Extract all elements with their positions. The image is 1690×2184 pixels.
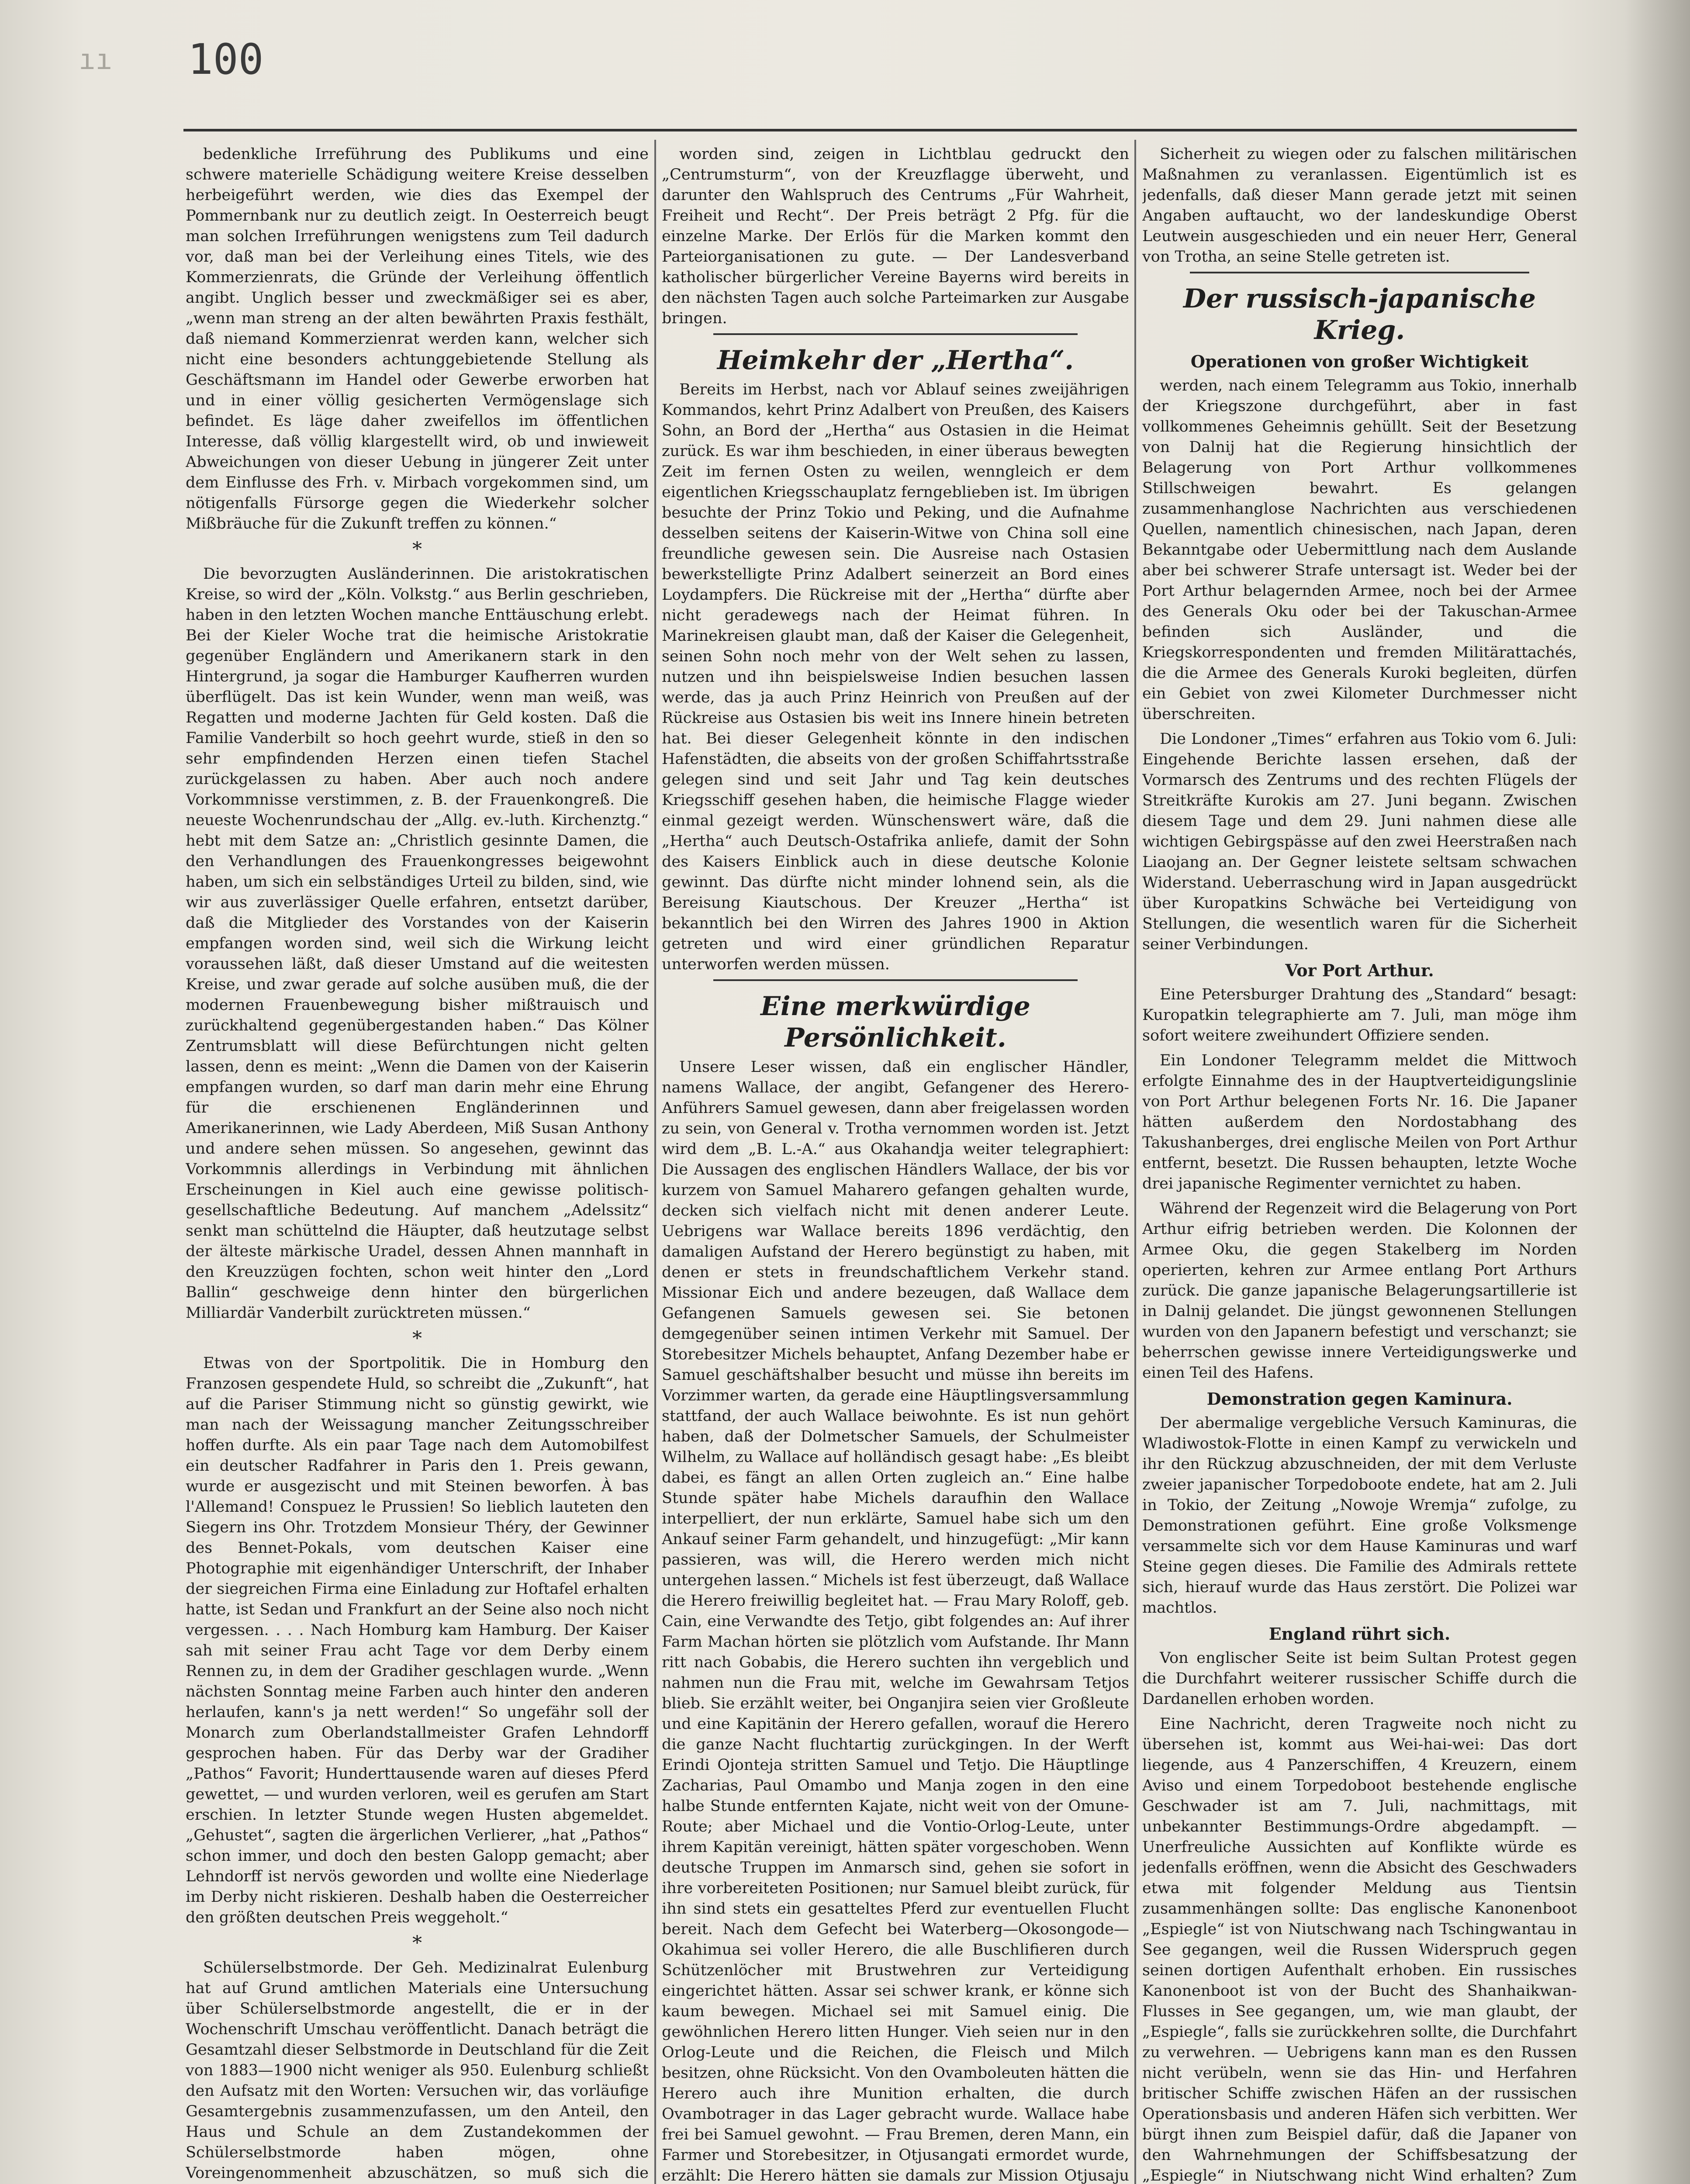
- article-paragraph: Die Londoner „Times“ erfahren aus Tokio vom 6. Juli: Eingehende Berichte lassen ersehen, daß der Vormarsch des Zentrums und des rechten Flügels der Streitkräfte Kurokis am 27. Juni begann. Zwischen diesem Tage und dem 29. Juni nahmen diese alle wichtigen Gebirgspässe auf den zwei Heerstraßen nach Liaojang an. Der Gegner leistete seltsam schwachen Widerstand. Ueberraschung wird in Japan ausgedrückt über Kuropatkins Schwäche bei Verteidigung von Stellungen, die wesentlich waren für die Sicherheit seiner Verbindungen.: [1142, 730, 1577, 953]
- article-paragraph: Bereits im Herbst, nach vor Ablauf seines zweijährigen Kommandos, kehrt Prinz Adalbert von Preußen, des Kaisers Sohn, an Bord der „Hertha“ aus Ostasien in die Heimat zurück. Es war ihm beschieden, in einer überaus bewegten Zeit im fernen Osten zu weilen, wenngleich er dem eigentlichen Kriegsschauplatz ferngeblieben ist. Im übrigen besuchte der Prinz Tokio und Peking, und die Aufnahme desselben seitens der Kaiserin-Witwe von China soll eine freundliche gewesen sein. Die Ausreise nach Ostasien bewerkstelligte Prinz Adalbert seinerzeit an Bord eines Loydampfers. Die Rückreise mit der „Hertha“ dürfte aber nicht geradewegs nach der Heimat führen. In Marinekreisen glaubt man, daß der Kaiser die Gelegenheit, seinen Sohn noch mehr von der Welt sehen zu lassen, nutzen und ihn beispielsweise Indien besuchen lassen werde, das ja auch Prinz Heinrich von Preußen auf der Rückreise aus Ostasien bis weit ins Innere hinein betreten hat. Bei dieser Gelegenheit könnte in den indischen Hafenstädten, die abseits von der großen Schiffahrtsstraße gelegen sind und seit Jahr und Tag kein deutsches Kriegsschiff gesehen haben, die heimische Flagge wieder einmal gezeigt werden. Wünschenswert wäre, daß die „Hertha“ auch Deutsch-Ostafrika anliefe, damit der Sohn des Kaisers Einblick auch in diese deutsche Kolonie gewinnt. Das dürfte nicht minder lohnend sein, als die Bereisung Kiautschous. Der Kreuzer „Hertha“ ist bekanntlich bei den Wirren des Jahres 1900 in Aktion getreten und wird einer gründlichen Reparatur unterworfen werden müssen.: [662, 381, 1129, 973]
- page-number: 100: [188, 35, 264, 84]
- article-paragraph: bedenkliche Irreführung des Publikums und eine schwere materielle Schädigung weitere Kreise desselben herbeigeführt werden, wie dies das Exempel der Pommernbank nur zu deutlich zeigt. In Oesterreich beugt man solchen Irreführungen wenigstens zum Teil dadurch vor, daß man bei der Verleihung eines Titels, wie des Kommerzienrats, die Gründe der Verleihung öffentlich angibt. Unglich besser und zweckmäßiger sei es aber, „wenn man streng an der alten bewährten Praxis festhält, daß niemand Kommerzienrat werden kann, welcher sich nicht eine besonders achtunggebietende Stellung als Geschäftsmann im Handel oder Gewerbe erworben hat und in einer völlig gesicherten Vermögenslage sich befindet. Es läge daher zweifellos im öffentlichen Interesse, daß völlig klargestellt wird, ob und inwieweit Abweichungen von dieser Uebung in jüngerer Zeit unter dem Einflusse des Frh. v. Mirbach vorgekommen sind, um nötigenfalls Fürsorge gegen die Wiederkehr solcher Mißbräuche für die Zukunft treffen zu können.“: [186, 145, 649, 532]
- asterisk-separator: *: [412, 1932, 422, 1954]
- column-left: [186, 144, 649, 2184]
- article-headline: Der russisch-japanische Krieg.: [1183, 283, 1536, 346]
- article-paragraph: werden, nach einem Telegramm aus Tokio, innerhalb der Kriegszone durchgeführt, aber in fast vollkommenes Geheimnis gehüllt. Seit der Besetzung von Dalnij hat die Regierung hinsichtlich der Belagerung von Port Arthur vollkommenes Stillschweigen bewahrt. Es gelangen zusammenhanglose Nachrichten aus verschiedenen Quellen, namentlich chinesischen, nach Japan, deren Bekanntgabe oder Uebermittlung nach dem Auslande aber bei schwerer Strafe untersagt ist. Weder bei der Port Arthur belagernden Armee, noch bei der Armee des Generals Oku oder bei der Takuschan-Armee befinden sich Ausländer, und die Kriegskorrespondenten und fremden Militärattachés, die die Armee des Generals Kuroki begleiten, dürfen ein Gebiet von zwei Kilometer Durchmesser nicht überschreiten.: [1142, 377, 1577, 723]
- article-paragraph: Eine Petersburger Drahtung des „Standard“ besagt: Kuropatkin telegraphierte am 7. Juli, man möge ihm sofort weitere zweihundert Offiziere senden.: [1142, 986, 1577, 1044]
- article-paragraph: Von englischer Seite ist beim Sultan Protest gegen die Durchfahrt weiterer russischer Schiffe durch die Dardanellen erhoben worden.: [1142, 1649, 1577, 1708]
- article-paragraph: Während der Regenzeit wird die Belagerung von Port Arthur eifrig betrieben werden. Die Kolonnen der Armee Oku, die gegen Stakelberg im Norden operierten, kehren zur Armee entlang Port Arthurs zurück. Die ganze japanische Belagerungsartillerie ist in Dalnij gelandet. Die jüngst gewonnenen Stellungen wurden von den Japanern befestigt und verschanzt; sie beherrschen gewisse innere Verteidigungswerke und einen Teil des Hafens.: [1142, 1200, 1577, 1382]
- column-divider: [1134, 140, 1136, 2184]
- faint-page-mark: ıı: [79, 44, 113, 76]
- article-paragraph: Etwas von der Sportpolitik. Die in Homburg den Franzosen gespendete Huld, so schreibt die „Zukunft“, hat auf die Pariser Stimmung nicht so günstig gewirkt, wie man nach der Weissagung mancher Zeitungsschreiber hoffen durfte. Als ein paar Tage nach dem Automobilfest ein deutscher Radfahrer in Paris den 1. Preis gewann, wurde er ausgezischt und mit Steinen beworfen. À bas l'Allemand! Conspuez le Prussien! So lieblich lauteten den Siegern ins Ohr. Trotzdem Monsieur Théry, der Gewinner des Bennet-Pokals, vom deutschen Kaiser eine Photographie mit eigenhändiger Unterschrift, der Inhaber der siegreichen Firma eine Einladung zur Hoftafel erhalten hatte, ist Sedan und Frankfurt an der Seine also noch nicht vergessen. . . . Nach Homburg kam Hamburg. Der Kaiser sah mit seiner Frau acht Tage vor dem Derby einem Rennen zu, in dem der Gradiher geschlagen wurde. „Wenn nächsten Sonntag meine Farben auch hinter den anderen herlaufen, kann's ja nett werden!“ So ungefähr soll der Monarch zum Oberlandstallmeister Grafen Lehndorff gesprochen haben. Für das Derby war der Gradiher „Pathos“ Favorit; Hunderttausende waren auf dieses Pferd gewettet, — und wurden verloren, weil es gerufen am Start erschien. In letzter Stunde wegen Husten abgemeldet. „Gehustet“, sagten die ärgerlichen Verlierer, „hat „Pathos“ schon immer, und doch den besten Galopp gemacht; aber Lehndorff ist nervös geworden und wollte eine Niederlage im Derby nicht riskieren. Deshalb haben die Oesterreicher den größten deutschen Preis weggeholt.“: [186, 1355, 649, 1926]
- headline-rule: [713, 333, 1078, 335]
- headline-rule: [713, 979, 1078, 981]
- article-paragraph: worden sind, zeigen in Lichtblau gedruckt den „Centrumsturm“, von der Kreuzflagge überweht, und darunter den Wahlspruch des Centrums „Für Wahrheit, Freiheit und Recht“. Der Preis beträgt 2 Pfg. für die einzelne Marke. Der Erlös für die Marken kommt den Parteiorganisationen zu gute. — Der Landesverband katholischer bürgerlicher Vereine Bayerns wird bereits in den nächsten Tagen auch solche Parteimarken zur Ausgabe bringen.: [662, 145, 1129, 327]
- article-paragraph: Der abermalige vergebliche Versuch Kaminuras, die Wladiwostok-Flotte in einen Kampf zu verwickeln und ihr den Rückzug abzuschneiden, der mit dem Verluste zweier japanischer Torpedoboote endete, hat am 2. Juli in Tokio, der Zeitung „Nowoje Wremja“ zufolge, zu Demonstrationen geführt. Eine große Volksmenge versammelte sich vor dem Hause Kaminuras und warf Steine gegen dieses. Die Familie des Admirals rettete sich, hierauf wurde das Haus zerstört. Die Polizei war machtlos.: [1142, 1414, 1577, 1617]
- article-paragraph: Sicherheit zu wiegen oder zu falschen militärischen Maßnahmen zu veranlassen. Eigentümlich ist es jedenfalls, daß dieser Mann gerade jetzt mit seinen Angaben auftaucht, wo der landeskundige Oberst Leutwein ausgeschieden und ein neuer Herr, General von Trotha, an seine Stelle getreten ist.: [1142, 145, 1577, 266]
- article-subheading: Demonstration gegen Kaminura.: [1206, 1389, 1513, 1409]
- article-subheading: Operationen von großer Wichtigkeit: [1190, 352, 1529, 371]
- asterisk-separator: *: [412, 538, 422, 560]
- article-subheading: Vor Port Arthur.: [1285, 961, 1434, 980]
- article-paragraph: Ein Londoner Telegramm meldet die Mittwoch erfolgte Einnahme des in der Hauptverteidigungslinie von Port Arthur belegenen Forts Nr. 16. Die Japaner hätten außerdem den Nordostabhang des Takushanberges, drei englische Meilen von Port Arthur entfernt, besetzt. Die Russen behaupten, letzte Woche drei japanische Regimenter vernichtet zu haben.: [1142, 1052, 1577, 1192]
- article-paragraph: Schülerselbstmorde. Der Geh. Medizinalrat Eulenburg hat auf Grund amtlichen Materials eine Untersuchung über Schülerselbstmorde angestellt, die er in der Wochenschrift Umschau veröffentlicht. Danach beträgt die Gesamtzahl dieser Selbstmorde in Deutschland für die Zeit von 1883—1900 nicht weniger als 950. Eulenburg schließt den Aufsatz mit den Worten: Versuchen wir, das vorläufige Gesamtergebnis zusammenzufassen, um den Anteil, den Haus und Schule an dem Zustandekommen der Schülerselbstmorde haben mögen, ohne Voreingenommenheit abzuschätzen, so muß sich die: [186, 1959, 649, 2182]
- article-subheading: England rührt sich.: [1268, 1624, 1451, 1644]
- asterisk-separator: *: [412, 1327, 422, 1350]
- article-paragraph: Die bevorzugten Ausländerinnen. Die aristokratischen Kreise, so wird der „Köln. Volkstg.“ aus Berlin geschrieben, haben in den letzten Wochen manche Enttäuschung erlebt. Bei der Kieler Woche trat die heimische Aristokratie gegenüber Engländern und Amerikanern stark in den Hintergrund, ja sogar die Hamburger Kaufherren wurden überflügelt. Das ist kein Wunder, wenn man weiß, was Regatten und moderne Jachten für Geld kosten. Daß die Familie Vanderbilt so hoch geehrt wurde, stieß in den so sehr empfindenden Herzen einen tiefen Stachel zurückgelassen zu haben. Aber auch noch andere Vorkommnisse verstimmen, z. B. der Frauenkongreß. Die neueste Wochenrundschau der „Allg. ev.-luth. Kirchenztg.“ hebt mit dem Satze an: „Christlich gesinnte Damen, die den Verhandlungen des Frauenkongresses beigewohnt haben, um sich ein selbständiges Urteil zu bilden, sind, wie wir aus zuverlässiger Quelle erfahren, entsetzt darüber, daß die Mitglieder des Vorstandes von der Kaiserin empfangen worden sind, weil sich die Wirkung leicht voraussehen läßt, daß dieser Umstand auf die weitesten Kreise, und zwar gerade auf solche ausüben muß, die der modernen Frauenbewegung bisher mißtrauisch und zurückhaltend gegenübergestanden haben.“ Das Kölner Zentrumsblatt will diese Befürchtungen nicht gelten lassen, denn es meint: „Wenn die Damen von der Kaiserin empfangen wurden, so darf man darin mehr eine Ehrung für die erschienenen Engländerinnen und Amerikanerinnen, wie Lady Aberdeen, Miß Susan Anthony und andere sehen müssen. So angesehen, gewinnt das Vorkommnis allerdings in Verbindung mit ähnlichen Erscheinungen in Kiel auch eine gewisse politisch-gesellschaftliche Bedeutung. Auf manchem „Adelssitz“ senkt man schüttelnd die Häupter, daß heutzutage selbst der älteste märkische Uradel, dessen Ahnen mannhaft in den Kreuzzügen fochten, schon weit hinter den „Lord Ballin“ geschweige denn hinter den bürgerlichen Milliardär Vanderbilt zurücktreten müssen.“: [186, 565, 649, 1322]
- article-headline: Eine merkwürdige Persönlichkeit.: [760, 991, 1030, 1053]
- article-paragraph: Eine Nachricht, deren Tragweite noch nicht zu übersehen ist, kommt aus Wei-hai-wei: Das dort liegende, aus 4 Panzerschiffen, 4 Kreuzern, einem Aviso und einem Torpedoboot bestehende englische Geschwader ist am 7. Juli, nachmittags, mit unbekannter Bestimmungs-Ordre abgedampft. — Unerfreuliche Aussichten auf Konflikte würde es jedenfalls eröffnen, wenn die Absicht des Geschwaders etwa mit folgender Meldung aus Tientsin zusammenhängen sollte: Das englische Kanonenboot „Espiegle“ ist von Niutschwang nach Tschingwantau in See gegangen, weil die Russen Widerspruch gegen seinen dortigen Aufenthalt erhoben. Ein russisches Kanonenboot ist von der Bucht des Shanhaikwan-Flusses in See gegangen, um, wie man glaubt, der „Espiegle“, falls sie zurückkehren sollte, die Durchfahrt zu verwehren. — Uebrigens kann man es den Russen nicht verübeln, wenn sie das Hin- und Herfahren britischer Schiffe zwischen Häfen an der russischen Operationsbasis und anderen Häfen sich verbitten. Wer bürgt ihnen zum Beispiel dafür, daß die Japaner von den Wahrnehmungen der Schiffsbesatzung der „Espiegle“ in Niutschwang nicht Wind erhalten? Zum: [1142, 1715, 1577, 2184]
- page-edge-shadow: [1624, 0, 1690, 2184]
- column-right: [1142, 144, 1577, 2184]
- column-middle: [662, 144, 1129, 2184]
- article-paragraph: Unsere Leser wissen, daß ein englischer Händler, namens Wallace, der angibt, Gefangener des Herero-Anführers Samuel gewesen, dann aber freigelassen worden zu sein, von General v. Trotha vernommen worden ist. Jetzt wird dem „B. L.-A.“ aus Okahandja weiter telegraphiert: Die Aussagen des englischen Händlers Wallace, der bis vor kurzem von Samuel Maharero gefangen gehalten wurde, decken sich vielfach nicht mit denen anderer Leute. Uebrigens war Wallace bereits 1896 verdächtig, den damaligen Aufstand der Herero begünstigt zu haben, mit denen er stets in freundschaftlichem Verkehr stand. Missionar Eich und andere bezeugen, daß Wallace dem Gefangenen Samuels gewesen sei. Sie betonen demgegenüber seinen intimen Verkehr mit Samuel. Der Storebesitzer Michels behauptet, Anfang Dezember habe er Samuel geschäftshalber besucht und müsse ihn bereits im Vorzimmer warten, da gerade eine Häuptlingsversammlung stattfand, der auch Wallace beiwohnte. Es ist nun gehört haben, daß der Dolmetscher Samuels, der Schulmeister Wilhelm, zu Wallace auf holländisch gesagt habe: „Es bleibt dabei, es fängt an allen Orten zugleich an.“ Eine halbe Stunde später habe Michels daraufhin den Wallace interpelliert, der nun erklärte, Samuel habe sich um den Ankauf seiner Farm gehandelt, und hinzugefügt: „Mir kann passieren, was will, die Herero werden mich nicht untergehen lassen.“ Michels ist fest überzeugt, daß Wallace die Herero freiwillig begleitet hat. — Frau Mary Roloff, geb. Cain, eine Verwandte des Tetjo, gibt folgendes an: Auf ihrer Farm Machan hörten sie plötzlich vom Aufstande. Ihr Mann ritt nach Gobabis, die Herero suchten ihn vergeblich und nahmen nun die Frau mit, welche im Gewahrsam Tetjos blieb. Sie erzählt weiter, bei Onganjira seien vier Großleute und eine Kapitänin der Herero gefallen, worauf die Herero die ganze Nacht fluchtartig zurückgingen. In der Werft Erindi Ojonteja stritten Samuel und Tetjo. Die Häuptlinge Zacharias, Paul Omambo und Manja zogen in den eine halbe Stunde entfernten Kajate, nicht weit von der Omune-Route; aber Michael und die Vontio-Orlog-Leute, unter ihrem Kapitän vereinigt, hätten später vorgeschoben. Wenn deutsche Truppen im Anmarsch sind, gehen sie sofort in ihre vorbereiteten Positionen; nur Samuel bleibt zurück, für ihn sind stets ein gesatteltes Pferd zur eventuellen Flucht bereit. Nach dem Gefecht bei Waterberg—Okosongode—Okahimua sei voller Herero, die alle Buschlifieren durch Schützenlöcher mit Brustwehren zur Verteidigung eingerichtet hätten. Assar sei schwer krank, er könne sich kaum bewegen. Michael sei mit Samuel einig. Die gewöhnlichen Herero litten Hunger. Vieh seien nur in den Orlog-Leute und die Reichen, die Fleisch und Milch besitzen, ohne Rücksicht. Von den Ovamboleuten hätten die Herero auch ihre Munition erhalten, die durch Ovambotrager in das Lager gebracht wurde. Wallace habe frei bei Samuel gewohnt. — Frau Bremen, deren Mann, ein Farmer und Storebesitzer, in Otjusangati ermordet wurde, erzählt: Die Herero hätten sie damals zur Mission Otjusaju: [662, 1058, 1129, 2184]
- column-divider: [654, 140, 656, 2184]
- headline-rule: [1190, 272, 1529, 273]
- article-headline: Heimkehr der „Hertha“.: [717, 345, 1074, 376]
- top-rule: [183, 129, 1577, 131]
